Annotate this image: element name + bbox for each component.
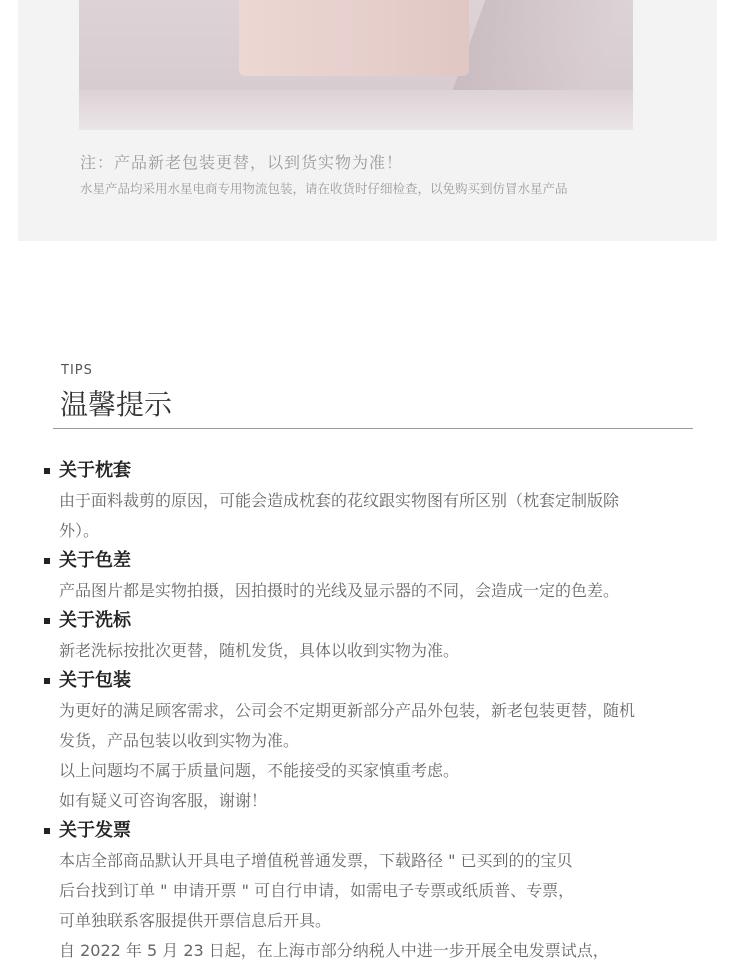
section-line: 发货，产品包装以收到实物为准。 (59, 731, 300, 750)
product-image-section (0, 0, 750, 241)
section-line: 可单独联系客服提供开票信息后开具。 (59, 911, 332, 930)
bullet-icon (44, 618, 50, 624)
product-package (239, 0, 469, 76)
section-line: 产品图片都是实物拍摄，因拍摄时的光线及显示器的不同，会造成一定的色差。 (59, 581, 620, 600)
section-line: 本店全部商品默认开具电子增值税普通发票，下载路径 " 已买到的的宝贝 (59, 851, 573, 870)
section-heading (44, 606, 704, 636)
tips-divider (53, 428, 693, 429)
section-heading (44, 546, 704, 576)
section-line: 由于面料裁剪的原因，可能会造成枕套的花纹跟实物图有所区别（枕套定制版除 (59, 491, 620, 510)
product-shadow (453, 0, 626, 90)
section-heading-text: 关于发票 (59, 820, 131, 841)
section-line: 外）。 (59, 521, 100, 540)
section-line: 后台找到订单 " 申请开票 " 可自行申请，如需电子专票或纸质普、专票， (59, 881, 575, 900)
bullet-icon (44, 828, 50, 834)
section-heading-text: 关于洗标 (59, 610, 131, 631)
bullet-icon (44, 468, 50, 474)
product-photo (79, 0, 633, 130)
section-line: 为更好的满足顾客需求，公司会不定期更新部分产品外包装，新老包装更替，随机 (59, 701, 636, 720)
section-heading (44, 816, 704, 846)
section-line: 自 2022 年 5 月 23 日起，在上海市部分纳税人中进一步开展全电发票试点， (59, 941, 609, 960)
bullet-icon (44, 678, 50, 684)
bullet-icon (44, 558, 50, 564)
tips-title: 温馨提示 (60, 388, 173, 421)
logistics-note: 水星产品均采用水星电商专用物流包装，请在收货时仔细检查，以免购买到仿冒水星产品 (80, 181, 568, 196)
section-heading (44, 456, 704, 486)
photo-floor (79, 90, 633, 130)
section-heading-text: 关于色差 (59, 550, 131, 571)
section-heading-text: 关于枕套 (59, 460, 131, 481)
tips-sections (44, 456, 704, 966)
section-heading (44, 666, 704, 696)
section-heading-text: 关于包装 (59, 670, 131, 691)
packaging-note: 注：产品新老包装更替，以到货实物为准！ (80, 153, 404, 172)
section-line: 新老洗标按批次更替，随机发货，具体以收到实物为准。 (59, 641, 460, 660)
section-line: 如有疑义可咨询客服，谢谢！ (59, 791, 268, 810)
section-line: 以上问题均不属于质量问题，不能接受的买家慎重考虑。 (59, 761, 460, 780)
tips-label: TIPS (61, 363, 93, 378)
